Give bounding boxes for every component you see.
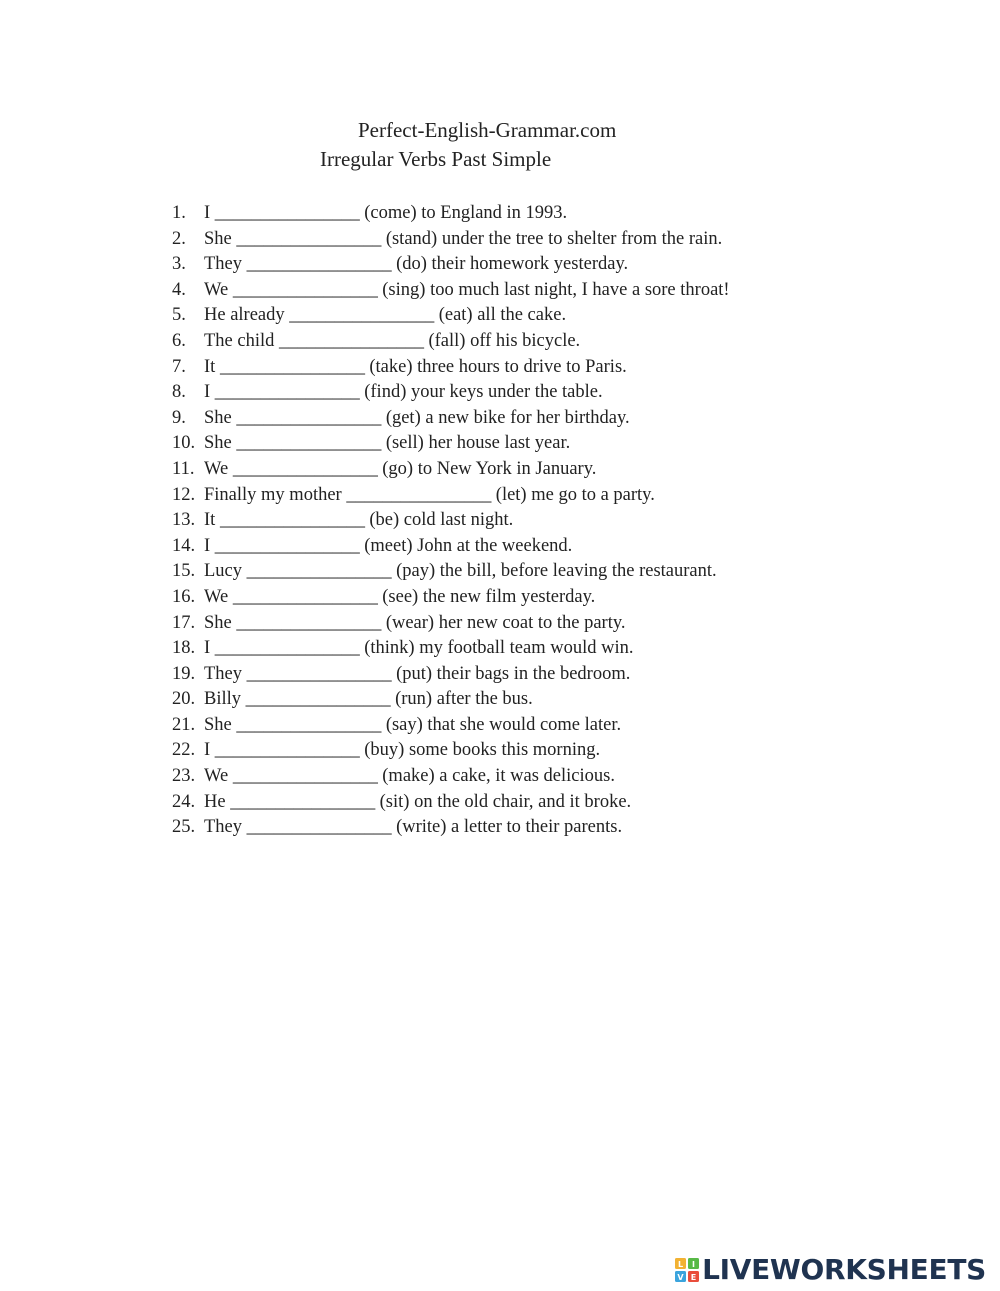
answer-blank[interactable]: ________________ <box>236 433 382 454</box>
verb-hint: (put) <box>396 663 433 684</box>
exercise-subject: Finally my mother <box>204 484 342 505</box>
sentence-rest: their homework yesterday. <box>431 254 629 275</box>
answer-blank[interactable]: ________________ <box>219 356 365 377</box>
exercise-item <box>172 508 730 534</box>
exercise-number: 9. <box>172 407 186 428</box>
exercise-number: 11. <box>172 458 195 479</box>
verb-hint: (say) <box>385 714 423 735</box>
exercise-item <box>172 406 730 432</box>
sentence-rest: to New York in January. <box>417 458 597 479</box>
exercise-item <box>172 355 730 381</box>
answer-blank[interactable]: ________________ <box>236 407 382 428</box>
exercise-subject: We <box>204 766 229 787</box>
exercise-item <box>172 483 730 509</box>
exercise-subject: They <box>204 817 243 838</box>
exercise-number: 1. <box>172 203 186 223</box>
answer-blank[interactable]: ________________ <box>246 663 392 684</box>
verb-hint: (sit) <box>379 791 410 812</box>
sentence-rest: all the cake. <box>477 305 567 326</box>
svg-text:L: L <box>678 1260 684 1269</box>
exercise-subject: The child <box>204 330 275 351</box>
verb-hint: (run) <box>395 689 433 710</box>
exercise-subject: It <box>204 356 216 377</box>
verb-hint: (come) <box>364 203 417 223</box>
verb-hint: (get) <box>385 407 421 428</box>
exercise-number: 15. <box>172 561 196 582</box>
exercise-number: 8. <box>172 382 186 403</box>
answer-blank[interactable]: ________________ <box>232 766 378 787</box>
exercise-subject: We <box>204 458 229 479</box>
exercise-item <box>172 790 730 816</box>
exercise-item <box>172 227 730 253</box>
verb-hint: (meet) <box>364 535 413 556</box>
exercise-item <box>172 636 730 662</box>
svg-text:V: V <box>677 1273 684 1282</box>
sentence-rest: a letter to their parents. <box>451 817 623 838</box>
exercise-item <box>172 201 730 227</box>
answer-blank[interactable]: ________________ <box>246 254 392 275</box>
answer-blank[interactable]: ________________ <box>289 305 435 326</box>
exercise-subject: We <box>204 586 229 607</box>
answer-blank[interactable]: ________________ <box>236 228 382 249</box>
exercise-item <box>172 559 730 585</box>
liveworksheets-logo-icon <box>674 1257 700 1283</box>
verb-hint: (let) <box>495 484 527 505</box>
exercise-subject: He <box>204 791 226 812</box>
page-title: Irregular Verbs Past Simple <box>320 147 552 171</box>
exercise-subject: They <box>204 254 243 275</box>
answer-blank[interactable]: ________________ <box>279 330 424 351</box>
verb-hint: (be) <box>369 510 400 531</box>
exercise-item <box>172 431 730 457</box>
sentence-rest: me go to a party. <box>531 484 655 505</box>
answer-blank[interactable]: ________________ <box>214 740 360 761</box>
answer-blank[interactable]: ________________ <box>232 586 378 607</box>
verb-hint: (write) <box>396 817 447 838</box>
verb-hint: (take) <box>369 356 413 377</box>
exercise-item <box>172 534 730 560</box>
verb-hint: (make) <box>382 766 435 787</box>
exercise-number: 21. <box>172 714 196 735</box>
exercise-number: 12. <box>172 484 196 505</box>
sentence-rest: the bill, before leaving the restaurant. <box>439 561 717 582</box>
exercise-subject: She <box>204 407 232 428</box>
answer-blank[interactable]: ________________ <box>232 458 378 479</box>
sentence-rest: three hours to drive to Paris. <box>417 356 627 377</box>
exercise-subject: I <box>204 203 211 223</box>
verb-hint: (pay) <box>396 561 436 582</box>
exercise-item <box>172 815 730 841</box>
svg-text:I: I <box>692 1260 696 1269</box>
exercise-number: 4. <box>172 279 186 300</box>
exercise-number: 22. <box>172 740 196 761</box>
sentence-rest: under the tree to shelter from the rain. <box>441 228 723 249</box>
brand-name: LIVEWORKSHEETS <box>702 1253 986 1286</box>
verb-hint: (wear) <box>385 612 435 633</box>
svg-text:E: E <box>690 1273 697 1282</box>
sentence-rest: a new bike for her birthday. <box>425 407 630 428</box>
sentence-rest: some books this morning. <box>408 740 601 761</box>
sentence-rest: too much last night, I have a sore throat! <box>430 279 730 300</box>
exercise-subject: She <box>204 612 232 633</box>
exercise-subject: She <box>204 228 232 249</box>
exercise-item <box>172 278 730 304</box>
exercise-item <box>172 380 730 406</box>
exercise-item <box>172 252 730 278</box>
sentence-rest: off his bicycle. <box>470 330 581 351</box>
exercise-subject: I <box>204 638 211 659</box>
exercise-number: 2. <box>172 228 186 249</box>
exercise-item <box>172 585 730 611</box>
verb-hint: (think) <box>364 638 415 659</box>
exercise-number: 16. <box>172 586 196 607</box>
exercise-item <box>172 738 730 764</box>
answer-blank[interactable]: ________________ <box>346 484 492 505</box>
verb-hint: (buy) <box>364 740 405 761</box>
sentence-rest: to England in 1993. <box>421 203 568 223</box>
exercise-number: 7. <box>172 356 186 377</box>
answer-blank[interactable]: ________________ <box>236 714 382 735</box>
verb-hint: (do) <box>396 254 427 275</box>
verb-hint: (eat) <box>438 305 473 326</box>
verb-hint: (find) <box>364 382 407 403</box>
exercise-list <box>172 201 730 841</box>
exercise-item <box>172 713 730 739</box>
exercise-number: 14. <box>172 535 196 556</box>
exercise-subject: He already <box>204 305 285 326</box>
verb-hint: (sell) <box>385 433 424 454</box>
answer-blank[interactable]: ________________ <box>214 535 360 556</box>
answer-blank[interactable]: ________________ <box>214 382 360 403</box>
exercise-item <box>172 457 730 483</box>
sentence-rest: a cake, it was delicious. <box>439 766 615 787</box>
exercise-item <box>172 329 730 355</box>
sentence-rest: her new coat to the party. <box>438 612 626 633</box>
brand-watermark <box>674 1255 986 1285</box>
exercise-item <box>172 687 730 713</box>
sentence-rest: that she would come later. <box>427 714 622 735</box>
exercise-subject: I <box>204 382 211 403</box>
sentence-rest: after the bus. <box>436 689 533 710</box>
verb-hint: (see) <box>382 586 419 607</box>
exercise-item <box>172 611 730 637</box>
exercise-number: 5. <box>172 305 186 326</box>
answer-blank[interactable]: ________________ <box>246 561 392 582</box>
exercise-item <box>172 303 730 329</box>
site-title: Perfect-English-Grammar.com <box>358 118 617 142</box>
exercise-number: 6. <box>172 330 186 351</box>
answer-blank[interactable]: ________________ <box>230 791 376 812</box>
exercise-number: 25. <box>172 817 196 838</box>
sentence-rest: your keys under the table. <box>410 382 603 403</box>
exercise-number: 13. <box>172 510 196 531</box>
sentence-rest: their bags in the bedroom. <box>436 663 631 684</box>
exercise-item <box>172 662 730 688</box>
sentence-rest: on the old chair, and it broke. <box>414 791 632 812</box>
sentence-rest: the new film yesterday. <box>422 586 596 607</box>
answer-blank[interactable]: ________________ <box>236 612 382 633</box>
sentence-rest: her house last year. <box>428 433 571 454</box>
sentence-rest: cold last night. <box>403 510 514 531</box>
sentence-rest: my football team would win. <box>419 638 634 659</box>
verb-hint: (go) <box>382 458 414 479</box>
answer-blank[interactable]: ________________ <box>245 689 391 710</box>
exercise-subject: We <box>204 279 229 300</box>
exercise-subject: She <box>204 433 232 454</box>
answer-blank[interactable]: ________________ <box>232 279 378 300</box>
exercise-number: 3. <box>172 254 186 275</box>
exercise-subject: Lucy <box>204 561 243 582</box>
exercise-number: 10. <box>172 433 196 454</box>
exercise-item <box>172 764 730 790</box>
exercise-subject: She <box>204 714 232 735</box>
verb-hint: (sing) <box>382 279 426 300</box>
exercise-subject: It <box>204 510 216 531</box>
answer-blank[interactable]: ________________ <box>219 510 365 531</box>
exercise-number: 24. <box>172 791 196 812</box>
exercise-subject: I <box>204 535 211 556</box>
exercise-subject: They <box>204 663 243 684</box>
exercise-subject: I <box>204 740 211 761</box>
exercise-number: 17. <box>172 612 196 633</box>
exercise-number: 19. <box>172 663 196 684</box>
sentence-rest: John at the weekend. <box>417 535 573 556</box>
exercise-number: 23. <box>172 766 196 787</box>
exercise-number: 18. <box>172 638 196 659</box>
answer-blank[interactable]: ________________ <box>214 638 360 659</box>
exercise-number: 20. <box>172 689 196 710</box>
verb-hint: (fall) <box>428 330 466 351</box>
verb-hint: (stand) <box>385 228 438 249</box>
exercise-subject: Billy <box>204 689 242 710</box>
answer-blank[interactable]: ________________ <box>246 817 392 838</box>
answer-blank[interactable]: ________________ <box>214 203 360 223</box>
